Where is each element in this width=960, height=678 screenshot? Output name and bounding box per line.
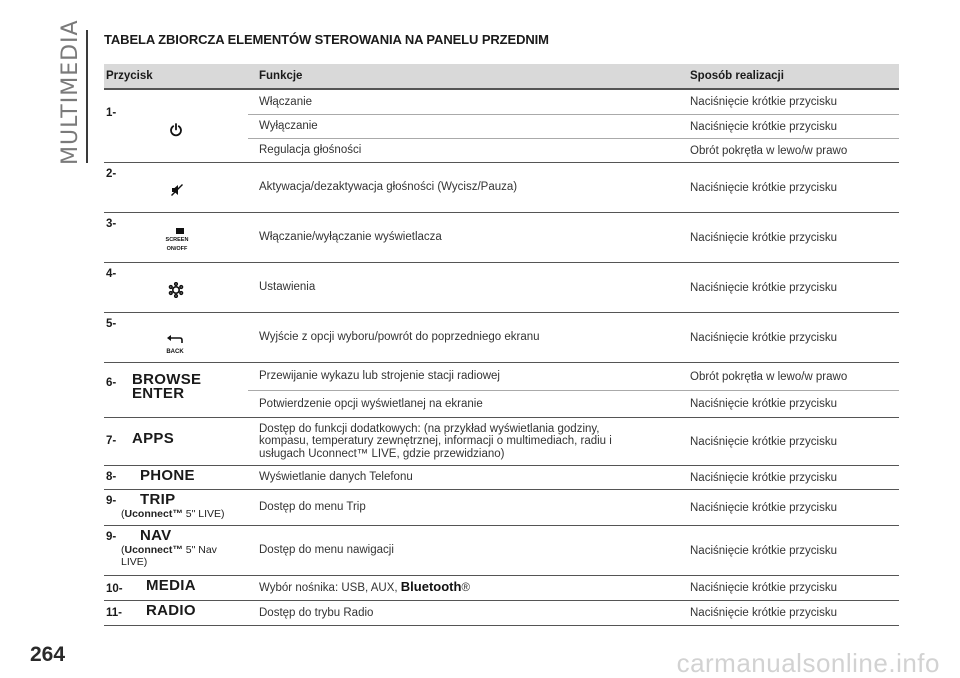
function-item: Regulacja głośności Obrót pokrętła w lewo/w prawo [248, 138, 899, 162]
table-header [104, 64, 899, 90]
radio-button-label: RADIO [146, 602, 196, 619]
table-row [104, 90, 899, 163]
row-number: 10- [106, 583, 123, 595]
function-item: Włączanie Naciśnięcie krótkie przycisku [259, 95, 837, 108]
function-item: Dostęp do funkcji dodatkowych: (na przykład wyświetlania godziny, kompasu, temperatury zewnętrznej, informacji o multimediach, radiu i usługach Uconnect™ LIVE, gdzie przewidziano) Naciśnięcie krótkie przycisku [259, 422, 837, 460]
header-method: Sposób realizacji [690, 70, 784, 82]
controls-table [104, 64, 899, 626]
function-item: Wyjście z opcji wyboru/powrót do poprzedniego ekranu Naciśnięcie krótkie przycisku [259, 331, 837, 344]
watermark: carmanualsonline.info [676, 648, 940, 678]
row-number: 2- [106, 168, 117, 180]
section-side-label: MULTIMEDIA [58, 19, 83, 165]
nav-version-note: (Uconnect™ 5" Nav LIVE) [121, 544, 217, 568]
table-row [104, 313, 899, 363]
row-number: 6- [106, 377, 117, 389]
back-icon: BACK [164, 331, 186, 355]
table-row [104, 576, 899, 601]
row-number: 5- [106, 318, 117, 330]
nav-button-label: NAV [140, 527, 172, 544]
function-item: Dostęp do menu nawigacji Naciśnięcie krótkie przycisku [259, 544, 837, 557]
trip-version-note: (Uconnect™ 5" LIVE) [121, 508, 225, 520]
power-icon [169, 123, 183, 142]
row-number: 11- [106, 607, 122, 619]
table-row [104, 466, 899, 490]
table-row [104, 418, 899, 466]
function-item: Ustawienia Naciśnięcie krótkie przycisku [259, 281, 837, 294]
row-number: 7- [106, 435, 117, 447]
row-number: 3- [106, 218, 117, 230]
function-item: Wybór nośnika: USB, AUX, Bluetooth® Naciśnięcie krótkie przycisku [259, 579, 837, 595]
settings-icon [168, 282, 184, 303]
row-number: 9- [106, 495, 117, 507]
function-item: Dostęp do trybu Radio Naciśnięcie krótkie przycisku [259, 606, 837, 619]
row-number: 1- [106, 107, 117, 119]
table-row [104, 601, 899, 626]
header-function: Funkcje [259, 70, 303, 82]
table-row [104, 490, 899, 526]
browse-enter-button-label: BROWSE ENTER [132, 371, 202, 402]
function-item: Potwierdzenie opcji wyświetlanej na ekranie Naciśnięcie krótkie przycisku [248, 390, 899, 417]
media-button-label: MEDIA [146, 577, 196, 594]
phone-button-label: PHONE [140, 467, 195, 484]
apps-button-label: APPS [132, 430, 175, 447]
function-item: Włączanie/wyłączanie wyświetlacza Naciśnięcie krótkie przycisku [259, 231, 837, 244]
function-item: Aktywacja/dezaktywacja głośności (Wycisz/Pauza) Naciśnięcie krótkie przycisku [259, 181, 837, 194]
trip-button-label: TRIP [140, 491, 176, 508]
function-item: Przewijanie wykazu lub strojenie stacji radiowej Obrót pokrętła w lewo/w prawo [259, 370, 848, 383]
table-row [104, 163, 899, 213]
function-item: Wyświetlanie danych Telefonu Naciśnięcie krótkie przycisku [259, 471, 837, 484]
table-row [104, 263, 899, 313]
page-number: 264 [30, 643, 66, 666]
row-number: 8- [106, 471, 117, 483]
side-divider [86, 30, 88, 163]
header-button: Przycisk [106, 70, 153, 82]
row-number: 9- [106, 531, 117, 543]
table-row [104, 363, 899, 418]
screen-onoff-icon: SCREEN ON/OFF [164, 227, 190, 252]
mute-icon [170, 183, 184, 202]
function-item: Dostęp do menu Trip Naciśnięcie krótkie przycisku [259, 501, 837, 514]
page-title: TABELA ZBIORCZA ELEMENTÓW STEROWANIA NA PANELU PRZEDNIM [104, 32, 549, 47]
function-item: Wyłączanie Naciśnięcie krótkie przycisku [248, 114, 899, 138]
table-row [104, 526, 899, 576]
row-number: 4- [106, 268, 117, 280]
table-row [104, 213, 899, 263]
